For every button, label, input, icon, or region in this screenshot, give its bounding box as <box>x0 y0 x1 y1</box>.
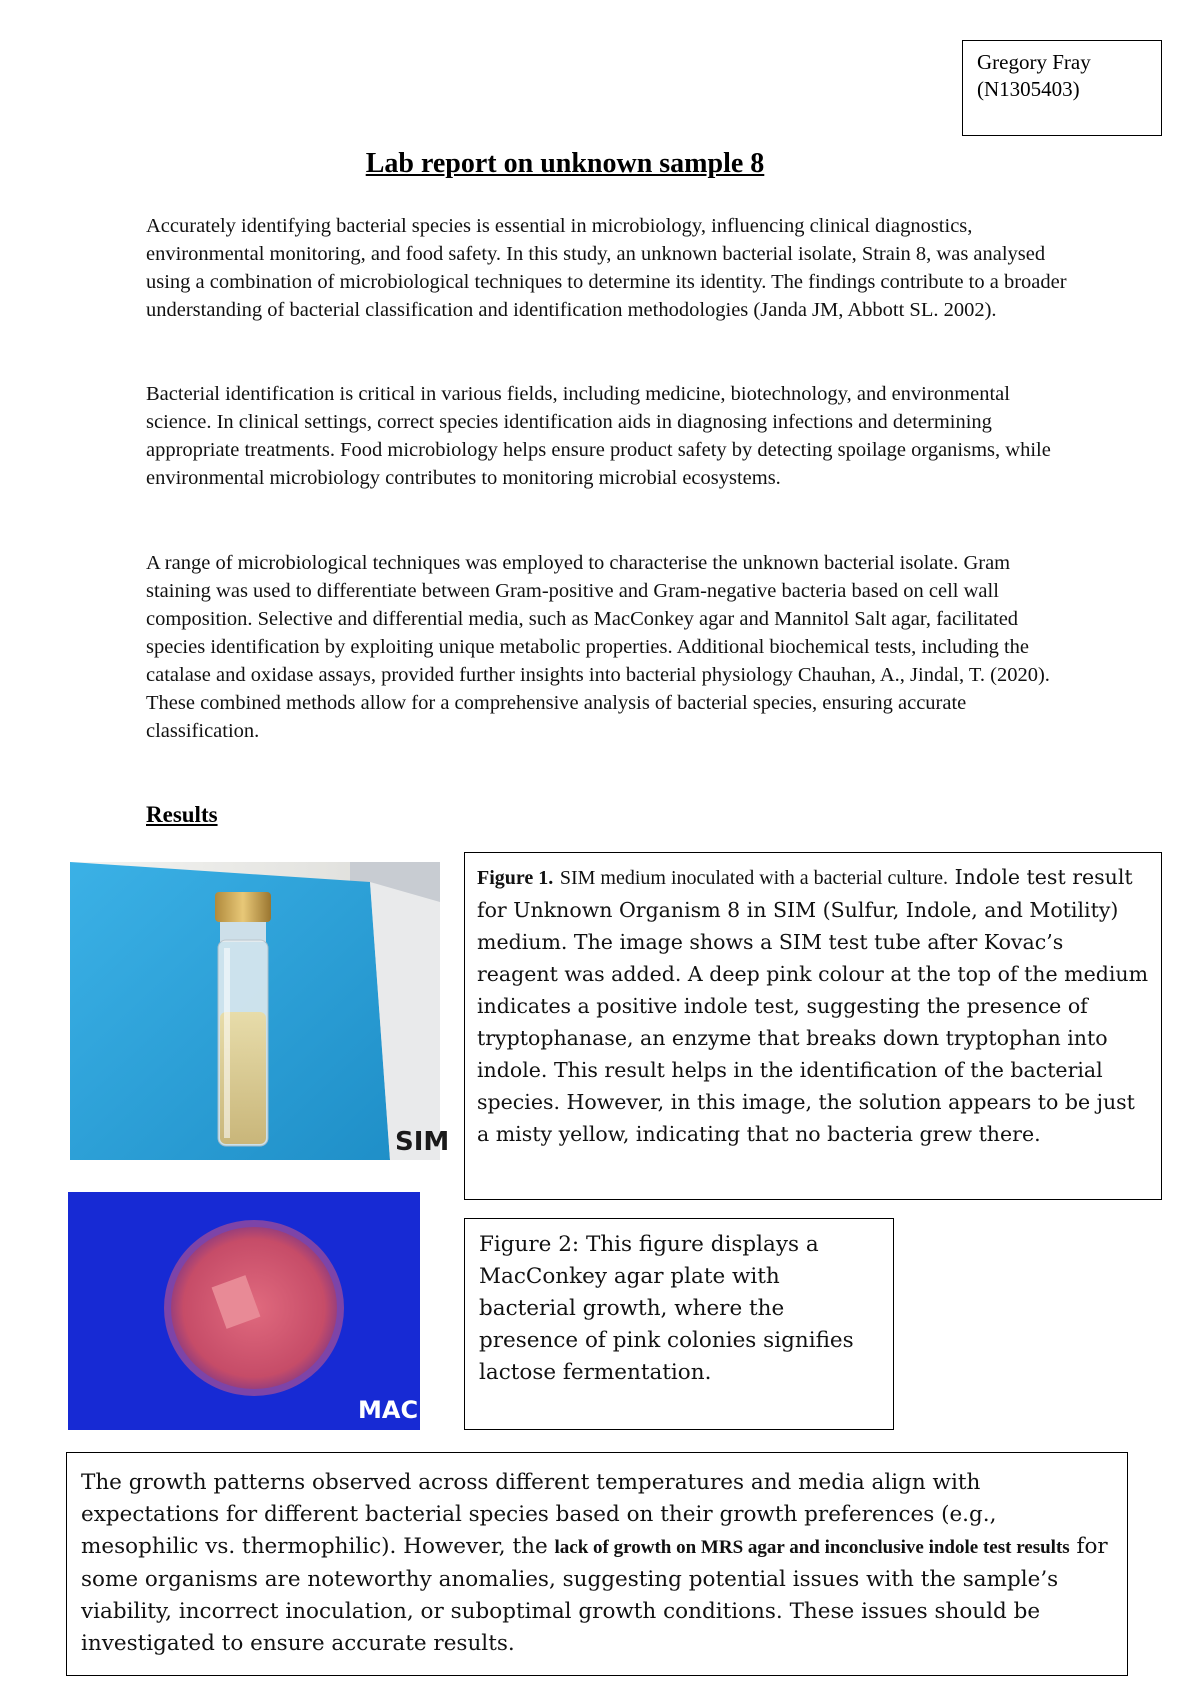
sim-tube-photo <box>70 862 450 1160</box>
mac-photo-label: MAC <box>358 1396 419 1424</box>
figure2-caption-box <box>464 1218 894 1430</box>
summary-bold: lack of growth on MRS agar and inconclusive indole test results <box>554 1537 1070 1558</box>
figure1-intro: SIM medium inoculated with a bacterial culture. <box>559 867 949 889</box>
figure1-text: Indole test result for Unknown Organism 8 in SIM (Sulfur, Indole, and Motility) medium. The image shows a SIM test tube after Kovac’s reagent was added. A deep pink colour at the top of the medium indicates a positive indole test, suggesting the presence of tryptophanase, an enzyme that breaks down tryptophan into indole. This result helps in the identification of the bacterial species. However, in this image, the solution appears to be just a misty yellow, indicating that no bacteria grew there. <box>477 865 1149 1146</box>
summary-part2: for some organisms are noteworthy anomalies, suggesting potential issues with the sample’s viability, incorrect inoculation, or suboptimal growth conditions. These issues should be investigated to ensure accurate results. <box>81 1534 1108 1656</box>
sim-photo-label: SIM <box>395 1127 450 1157</box>
summary-text <box>81 1467 1113 1660</box>
mac-photo-graphic <box>68 1192 420 1430</box>
summary-box <box>66 1452 1128 1676</box>
figure1-caption-box <box>464 852 1162 1200</box>
mac-plate-photo <box>68 1192 420 1430</box>
summary-part1: The growth patterns observed across different temperatures and media align with expectations for different bacterial species based on their growth preferences (e.g., mesophilic vs. thermophilic). However, the <box>81 1470 997 1559</box>
figure2-caption: Figure 2: This figure displays a MacConkey agar plate with bacterial growth, where the presence of pink colonies signifies lactose fermentation. <box>479 1232 854 1385</box>
author-box <box>962 40 1162 136</box>
author-name: Gregory Fray <box>977 50 1091 74</box>
importance-paragraph: Bacterial identification is critical in various fields, including medicine, biotechnology, and environmental science. In clinical settings, correct species identification aids in diagnosing infections and determining appropriate treatments. Food microbiology helps ensure product safety by detecting spoilage organisms, while environmental microbiology contributes to monitoring microbial ecosystems. <box>146 383 1051 489</box>
methods-paragraph: A range of microbiological techniques was employed to characterise the unknown bacterial isolate. Gram staining was used to differentiate between Gram-positive and Gram-negative bacteria based on cell wall composition. Selective and differential media, such as MacConkey agar and Mannitol Salt agar, facilitated species identification by exploiting unique metabolic properties. Additional biochemical tests, including the catalase and oxidase assays, provided further insights into bacterial physiology Chauhan, A., Jindal, T. (2020). These combined methods allow for a comprehensive analysis of bacterial species, ensuring accurate classification. <box>146 552 1050 742</box>
figure1-caption <box>477 861 1149 1150</box>
sim-photo-graphic <box>70 862 450 1160</box>
results-heading: Results <box>146 802 218 827</box>
author-id: (N1305403) <box>977 77 1080 101</box>
intro-paragraph: Accurately identifying bacterial species is essential in microbiology, influencing clinical diagnostics, environmental monitoring, and food safety. In this study, an unknown bacterial isolate, Strain 8, was analysed using a combination of microbiological techniques to determine its identity. The findings contribute to a broader understanding of bacterial classification and identification methodologies (Janda JM, Abbott SL. 2002). <box>146 215 1067 321</box>
figure1-label: Figure 1. <box>477 867 554 889</box>
page-title: Lab report on unknown sample 8 <box>365 148 765 179</box>
